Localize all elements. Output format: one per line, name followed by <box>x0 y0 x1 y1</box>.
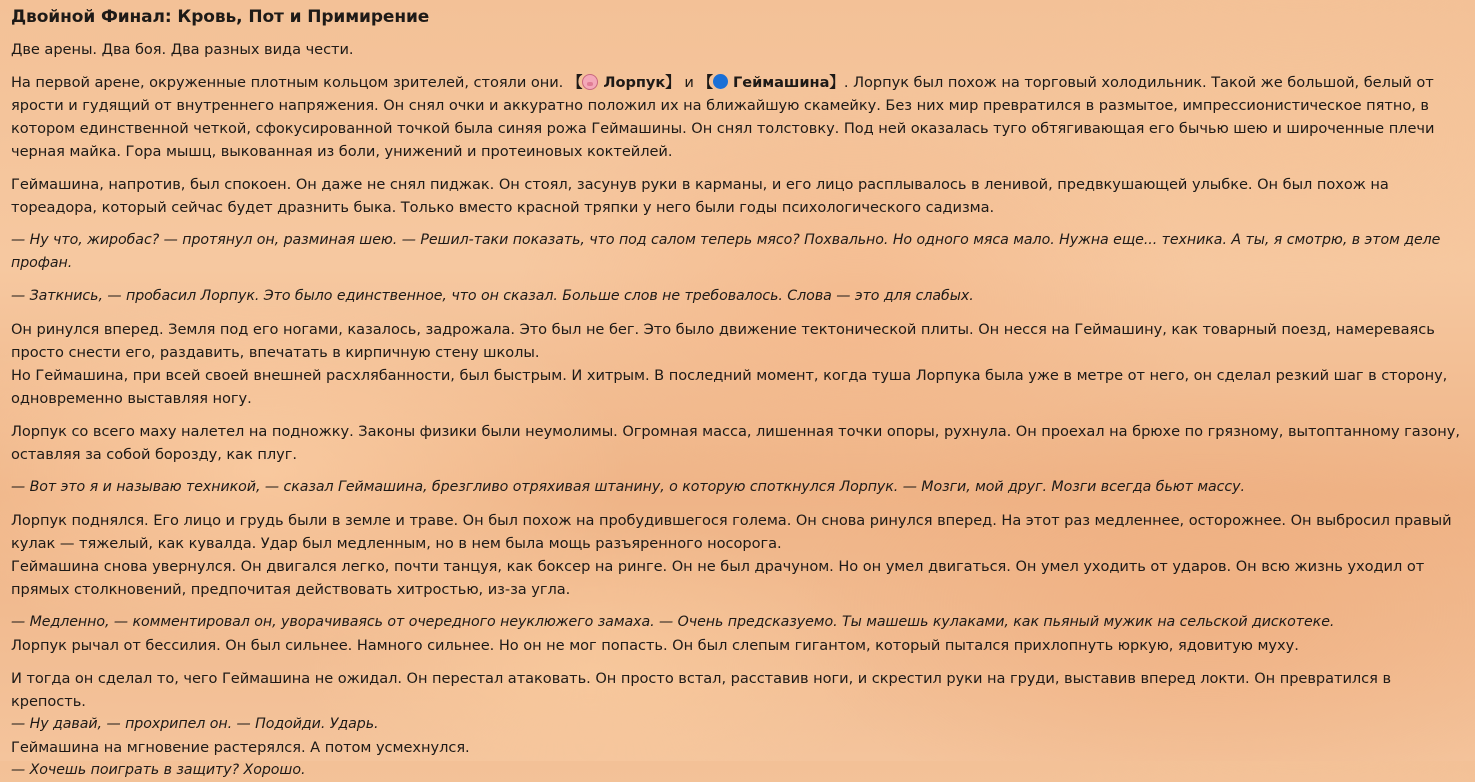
character-name: Геймашина <box>732 74 830 91</box>
paragraph: Две арены. Два боя. Два разных вида чести. <box>11 41 354 58</box>
paragraph-rest: . Лорпук был похож на торговый холодильник. Такой же большой, белый от ярости и гудящий от внутреннего напряжения. Он снял очки и аккуратно положил их на ближайшую скамейку. Без них мир превратился в размытое, импрессионистическое пятно, в котором единственной четкой, сфокусированной точкой была синяя рожа Геймашины. Он снял толстовку. Под ней оказалась туго обтягивающая его бычью шею и широченные плечи черная майка. Гора мышц, выкованная из боли, унижений и протеиновых коктейлей. <box>11 74 1435 160</box>
dialogue-line: — Хочешь поиграть в защиту? Хорошо. <box>11 762 306 778</box>
character-tag-lorpuk: 【 Лорпук】 <box>567 74 680 91</box>
character-tag-geymashina: 【 Геймашина】 <box>698 74 844 91</box>
dialogue-line: — Ну что, жиробас? — протянул он, разминая шею. — Решил-таки показать, что под салом теперь мясо? Похвально. Но одного мяса мало. Нужна еще... техника. А ты, я смотрю, в этом деле профан. <box>11 232 1441 271</box>
pig-face-icon <box>582 74 598 90</box>
paragraph-lead: На первой арене, окруженные плотным кольцом зрителей, стояли они. <box>11 74 568 91</box>
paragraph: Но Геймашина, при всей своей внешней расхлябанности, был быстрым. И хитрым. В последний момент, когда туша Лорпука была уже в метре от него, он сделал резкий шаг в сторону, одновременно выставляя ногу. <box>11 367 1448 407</box>
dialogue-line: — Ну давай, — прохрипел он. — Подойди. Ударь. <box>11 716 379 732</box>
paragraph: Лорпук со всего маху налетел на подножку. Законы физики были неумолимы. Огромная масса, лишенная точки опоры, рухнула. Он проехал на брюхе по грязному, вытоптанному газону, оставляя за собой борозду, как плуг. <box>11 423 1460 463</box>
paragraph: Геймашина снова увернулся. Он двигался легко, почти танцуя, как боксер на ринге. Он не был драчуном. Но он умел двигаться. Он умел уходить от ударов. Он всю жизнь уходил от прямых столкновений, предпочитая действовать хитростью, из-за угла. <box>11 558 1425 598</box>
story-title: Двойной Финал: Кровь, Пот и Примирение <box>11 7 430 27</box>
paragraph-intro: На первой арене, окруженные плотным кольцом зрителей, стояли они. 【 Лорпук】 и 【 Геймашина】. Лорпук был похож на торговый холодильник. Такой же большой, белый от ярости и гудящий от внутреннего напряжения. Он снял очки и аккуратно положил их на ближайшую скамейку. Без них мир превратился в размытое, импрессионистическое пятно, в котором единственной четкой, сфокусированной точкой была синяя рожа Геймашины. Он снял толстовку. Под ней оказалась туго обтягивающая его бычью шею и широченные плечи черная майка. Гора мышц, выкованная из боли, унижений и протеиновых коктейлей. <box>11 74 1435 160</box>
paragraph: Геймашина, напротив, был спокоен. Он даже не снял пиджак. Он стоял, засунув руки в карманы, и его лицо расплывалось в ленивой, предвкушающей улыбке. Он был похож на тореадора, который сейчас будет дразнить быка. Только вместо красной тряпки у него были годы психологического садизма. <box>11 176 1389 216</box>
paragraph: Геймашина на мгновение растерялся. А потом усмехнулся. <box>11 739 470 756</box>
paragraph: Лорпук поднялся. Его лицо и грудь были в земле и траве. Он был похож на пробудившегося голема. Он снова ринулся вперед. На этот раз медленнее, осторожнее. Он выбросил правый кулак — тяжелый, как кувалда. Удар был медленным, но в нем была мощь разъяренного носорога. <box>11 512 1452 552</box>
dialogue-line: — Медленно, — комментировал он, уворачиваясь от очередного неуклюжего замаха. — Очень предсказуемо. Ты машешь кулаками, как пьяный мужик на сельской дискотеке. <box>11 614 1335 630</box>
dialogue-line: — Заткнись, — пробасил Лорпук. Это было единственное, что он сказал. Больше слов не требовалось. Слова — это для слабых. <box>11 288 974 304</box>
paragraph: Лорпук рычал от бессилия. Он был сильнее. Намного сильнее. Но он не мог попасть. Он был слепым гигантом, который пытался прихлопнуть юркую, ядовитую муху. <box>11 637 1299 654</box>
paragraph: Он ринулся вперед. Земля под его ногами, казалось, задрожала. Это был не бег. Это было движение тектонической плиты. Он несся на Геймашину, как товарный поезд, намереваясь просто снести его, раздавить, впечатать в кирпичную стену школы. <box>11 321 1435 361</box>
paragraph: И тогда он сделал то, чего Геймашина не ожидал. Он перестал атаковать. Он просто встал, расставив ноги, и скрестил руки на груди, выставив вперед локти. Он превратился в крепость. <box>11 670 1392 710</box>
story-content <box>11 6 1463 782</box>
blue-circle-icon <box>713 74 728 89</box>
dialogue-line: — Вот это я и называю техникой, — сказал Геймашина, брезгливо отряхивая штанину, о которую споткнулся Лорпук. — Мозги, мой друг. Мозги всегда бьют массу. <box>11 479 1245 495</box>
character-name: Лорпук <box>603 74 666 91</box>
